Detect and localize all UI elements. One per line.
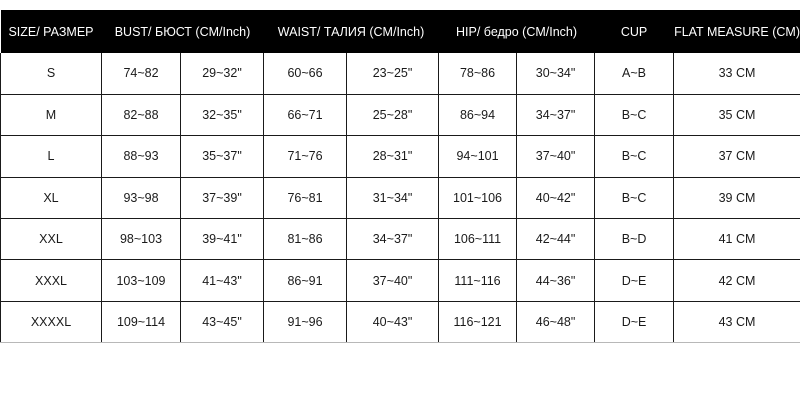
cell-hip-inch: 42~44": [517, 219, 595, 260]
cell-waist-cm: 76~81: [264, 177, 347, 218]
cell-hip-inch: 37~40": [517, 136, 595, 177]
cell-flat-measure: 37 CM: [674, 136, 800, 177]
table-row: [1, 53, 800, 94]
cell-hip-inch: 46~48": [517, 301, 595, 342]
cell-cup: B~D: [595, 219, 674, 260]
cell-cup: D~E: [595, 301, 674, 342]
cell-hip-cm: 86~94: [439, 94, 517, 135]
cell-size: XXL: [1, 219, 102, 260]
cell-cup: D~E: [595, 260, 674, 301]
cell-waist-inch: 23~25": [347, 53, 439, 94]
cell-hip-cm: 116~121: [439, 301, 517, 342]
cell-cup: B~C: [595, 136, 674, 177]
cell-waist-cm: 86~91: [264, 260, 347, 301]
table-header-row: [1, 10, 800, 53]
cell-size: L: [1, 136, 102, 177]
cell-bust-cm: 98~103: [102, 219, 181, 260]
cell-bust-inch: 29~32": [181, 53, 264, 94]
cell-flat-measure: 35 CM: [674, 94, 800, 135]
cell-hip-cm: 111~116: [439, 260, 517, 301]
cell-flat-measure: 33 CM: [674, 53, 800, 94]
cell-bust-inch: 35~37": [181, 136, 264, 177]
header-bust: BUST/ БЮСТ (CM/Inch): [114, 24, 251, 39]
cell-bust-cm: 109~114: [102, 301, 181, 342]
cell-hip-inch: 34~37": [517, 94, 595, 135]
cell-bust-inch: 43~45": [181, 301, 264, 342]
header-hip: HIP/ бедро (CM/Inch): [456, 24, 578, 39]
table-row: [1, 219, 800, 260]
header-cup: CUP: [620, 24, 648, 39]
cell-waist-inch: 40~43": [347, 301, 439, 342]
cell-size: XXXL: [1, 260, 102, 301]
cell-waist-inch: 31~34": [347, 177, 439, 218]
cell-flat-measure: 42 CM: [674, 260, 800, 301]
header-waist: WAIST/ ТАЛИЯ (CM/Inch): [277, 24, 425, 39]
size-chart-table: [0, 10, 800, 343]
cell-cup: A~B: [595, 53, 674, 94]
table-row: [1, 177, 800, 218]
header-size: SIZE/ РАЗМЕР: [8, 24, 94, 39]
table-row: [1, 136, 800, 177]
cell-size: M: [1, 94, 102, 135]
cell-waist-inch: 28~31": [347, 136, 439, 177]
cell-bust-cm: 82~88: [102, 94, 181, 135]
cell-flat-measure: 43 CM: [674, 301, 800, 342]
cell-waist-inch: 34~37": [347, 219, 439, 260]
cell-flat-measure: 41 CM: [674, 219, 800, 260]
cell-size: XL: [1, 177, 102, 218]
table-row: [1, 260, 800, 301]
cell-waist-cm: 66~71: [264, 94, 347, 135]
cell-hip-cm: 78~86: [439, 53, 517, 94]
cell-hip-inch: 40~42": [517, 177, 595, 218]
header-flat-measure: FLAT MEASURE (CM): [674, 24, 800, 39]
cell-size: XXXXL: [1, 301, 102, 342]
cell-waist-inch: 37~40": [347, 260, 439, 301]
cell-bust-inch: 37~39": [181, 177, 264, 218]
cell-bust-cm: 93~98: [102, 177, 181, 218]
cell-waist-cm: 71~76: [264, 136, 347, 177]
cell-flat-measure: 39 CM: [674, 177, 800, 218]
cell-cup: B~C: [595, 177, 674, 218]
cell-hip-cm: 94~101: [439, 136, 517, 177]
cell-bust-cm: 103~109: [102, 260, 181, 301]
cell-hip-inch: 30~34": [517, 53, 595, 94]
cell-waist-cm: 60~66: [264, 53, 347, 94]
cell-hip-inch: 44~36": [517, 260, 595, 301]
cell-cup: B~C: [595, 94, 674, 135]
cell-bust-inch: 39~41": [181, 219, 264, 260]
cell-waist-cm: 91~96: [264, 301, 347, 342]
cell-bust-cm: 88~93: [102, 136, 181, 177]
table-row: [1, 94, 800, 135]
cell-size: S: [1, 53, 102, 94]
cell-hip-cm: 106~111: [439, 219, 517, 260]
cell-bust-cm: 74~82: [102, 53, 181, 94]
table-row: [1, 301, 800, 342]
cell-waist-cm: 81~86: [264, 219, 347, 260]
cell-bust-inch: 32~35": [181, 94, 264, 135]
cell-bust-inch: 41~43": [181, 260, 264, 301]
cell-waist-inch: 25~28": [347, 94, 439, 135]
cell-hip-cm: 101~106: [439, 177, 517, 218]
